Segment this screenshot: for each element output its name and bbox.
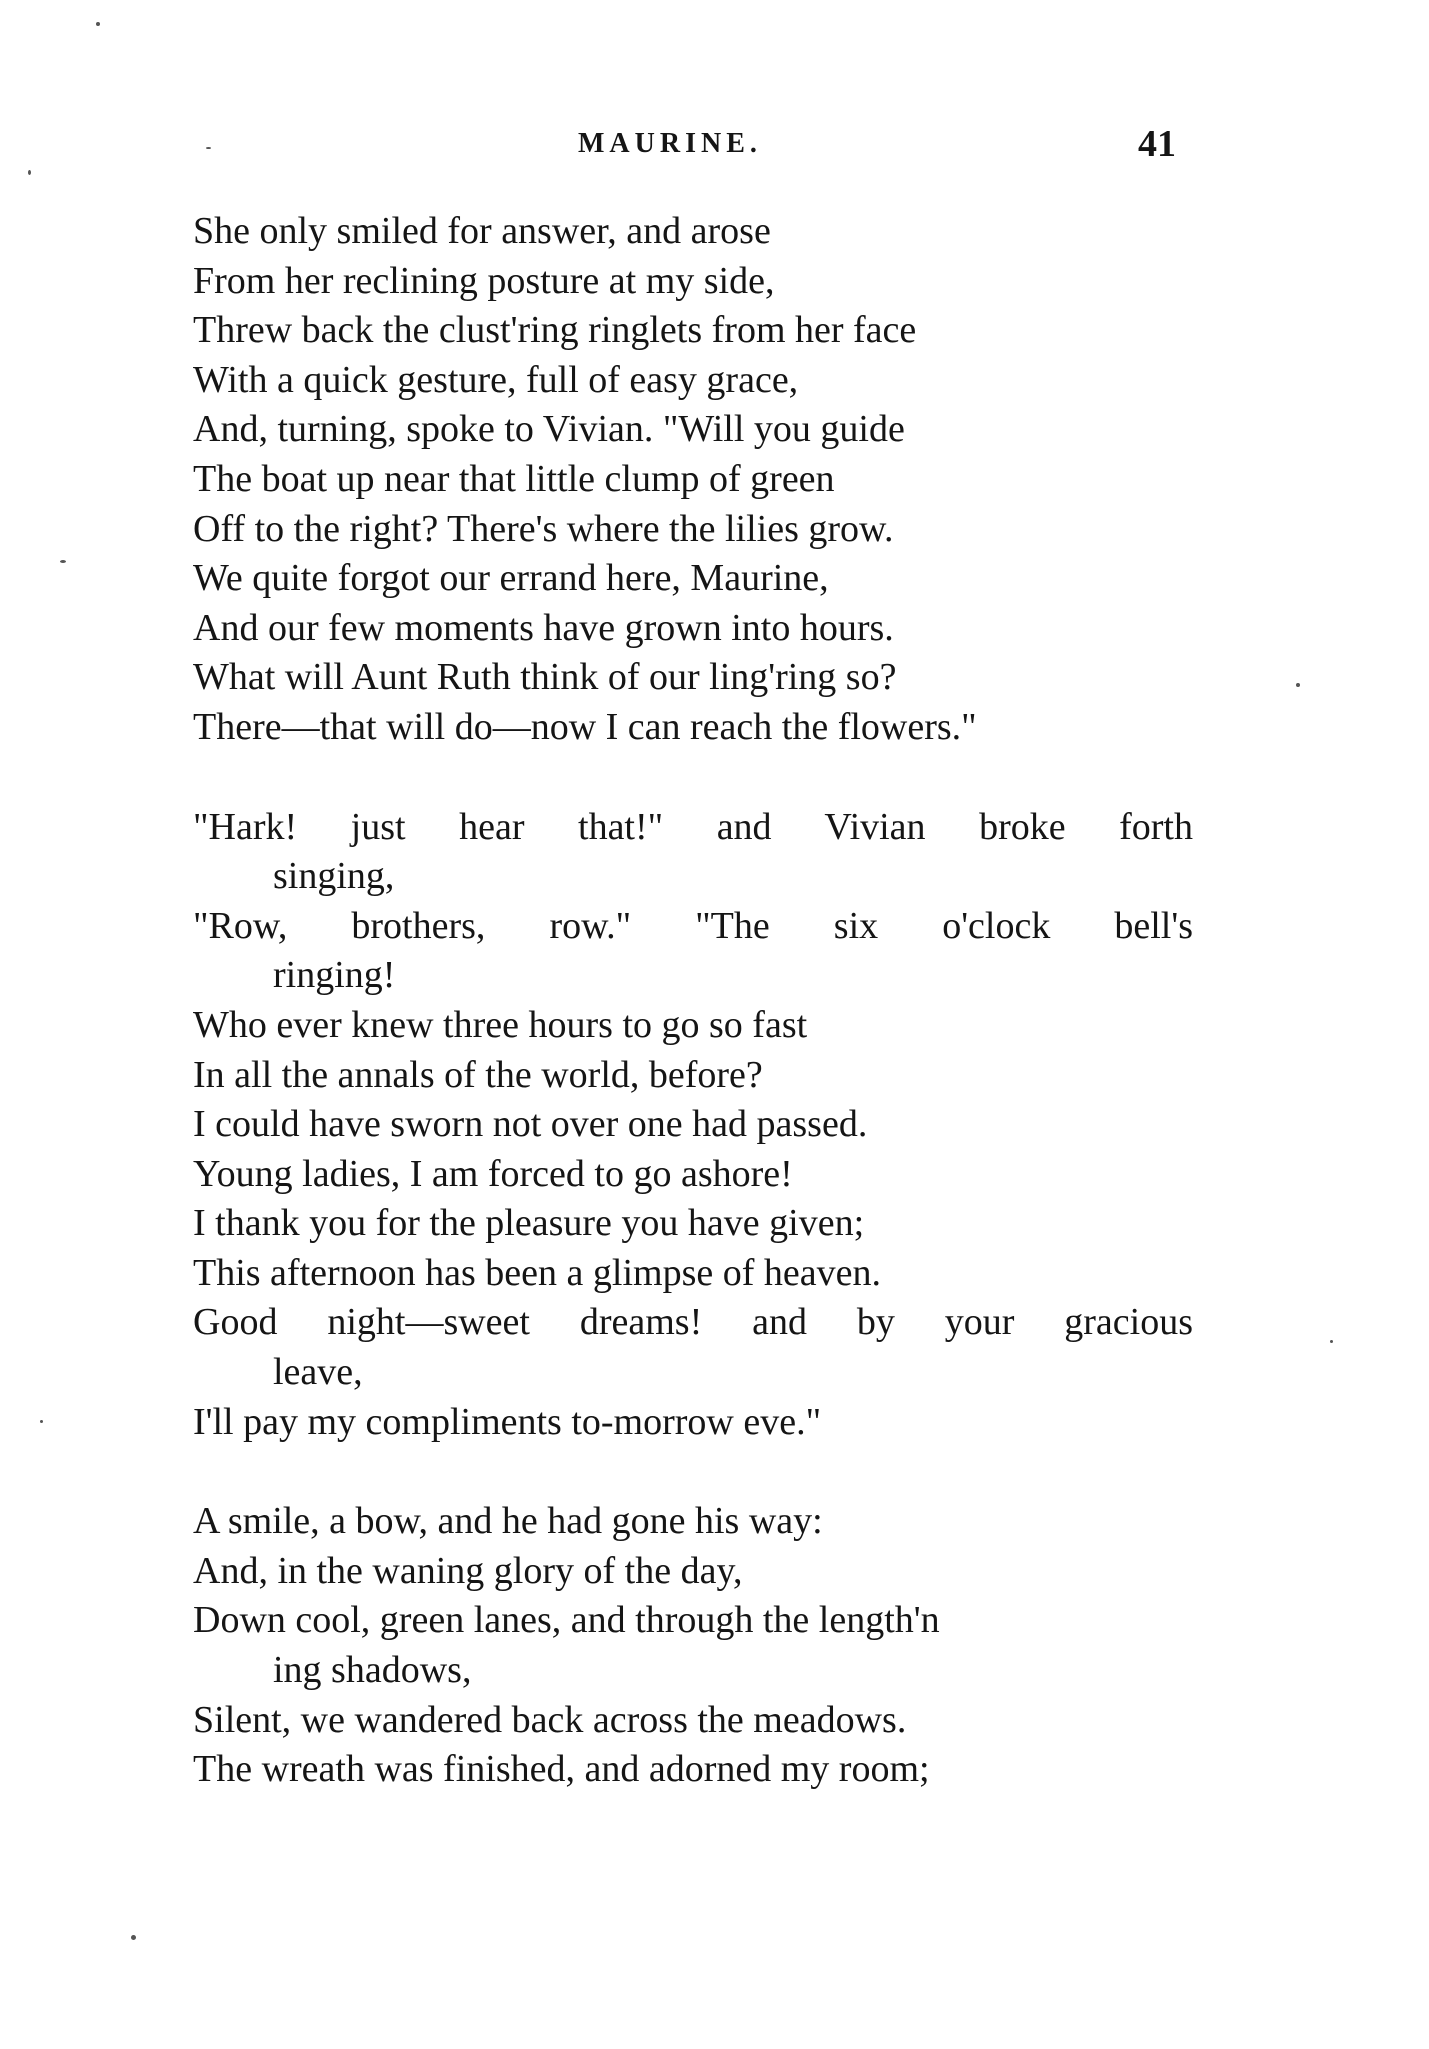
- verse-line: We quite forgot our errand here, Maurine,: [193, 557, 829, 600]
- verse-line: Silent, we wandered back across the meadows.: [193, 1698, 907, 1741]
- running-title: MAURINE.: [578, 128, 762, 159]
- scan-speck: [28, 170, 31, 175]
- verse-line: Off to the right? There's where the lilies grow.: [193, 507, 894, 550]
- page-number: 41: [1138, 123, 1176, 165]
- scan-speck: [131, 1935, 136, 1940]
- verse-line: The wreath was finished, and adorned my room;: [193, 1748, 930, 1791]
- verse-line: "Row, brothers, row." "The six o'clock bell's: [193, 904, 1193, 947]
- verse-line-continuation: ringing!: [273, 954, 396, 997]
- verse-line-continuation: leave,: [273, 1351, 363, 1394]
- verse-line: A smile, a bow, and he had gone his way:: [193, 1500, 823, 1543]
- verse-line: There—that will do—now I can reach the flowers.": [193, 705, 977, 748]
- page-header: [0, 123, 1429, 178]
- verse-line: She only smiled for answer, and arose: [193, 210, 771, 252]
- stanza-3: [193, 1497, 1198, 1795]
- verse-line: I'll pay my compliments to-morrow eve.": [193, 1400, 822, 1443]
- scan-speck: [1296, 683, 1300, 687]
- verse-line: "Hark! just hear that!" and Vivian broke forth: [193, 805, 1193, 848]
- verse-line: And our few moments have grown into hours.: [193, 606, 894, 649]
- verse-line: And, in the waning glory of the day,: [193, 1549, 743, 1592]
- scan-speck: [1330, 1340, 1333, 1343]
- poem-text: [193, 207, 1198, 1845]
- scan-speck: [40, 1420, 43, 1423]
- stanza-2: [193, 803, 1198, 1448]
- scan-speck: [96, 22, 100, 26]
- verse-line: From her reclining posture at my side,: [193, 259, 775, 302]
- verse-line: Young ladies, I am forced to go ashore!: [193, 1152, 793, 1195]
- verse-line: I could have sworn not over one had passed.: [193, 1103, 868, 1146]
- verse-line: The boat up near that little clump of green: [193, 457, 835, 500]
- scan-speck: [206, 147, 211, 149]
- verse-line: Threw back the clust'ring ringlets from her face: [193, 309, 917, 352]
- verse-line: Who ever knew three hours to go so fast: [193, 1003, 808, 1046]
- scan-speck: [60, 560, 66, 563]
- verse-line: With a quick gesture, full of easy grace,: [193, 358, 799, 401]
- verse-line: This afternoon has been a glimpse of heaven.: [193, 1251, 881, 1294]
- verse-line: I thank you for the pleasure you have given;: [193, 1202, 865, 1245]
- verse-line: Good night—sweet dreams! and by your gracious: [193, 1301, 1193, 1344]
- verse-line: In all the annals of the world, before?: [193, 1053, 763, 1096]
- verse-line-continuation: ing shadows,: [273, 1649, 472, 1692]
- stanza-1: [193, 207, 1198, 753]
- verse-line-continuation: singing,: [273, 855, 395, 898]
- verse-line: And, turning, spoke to Vivian. "Will you guide: [193, 408, 905, 451]
- verse-line: What will Aunt Ruth think of our ling'ring so?: [193, 656, 897, 699]
- verse-line: Down cool, green lanes, and through the length'n: [193, 1599, 940, 1642]
